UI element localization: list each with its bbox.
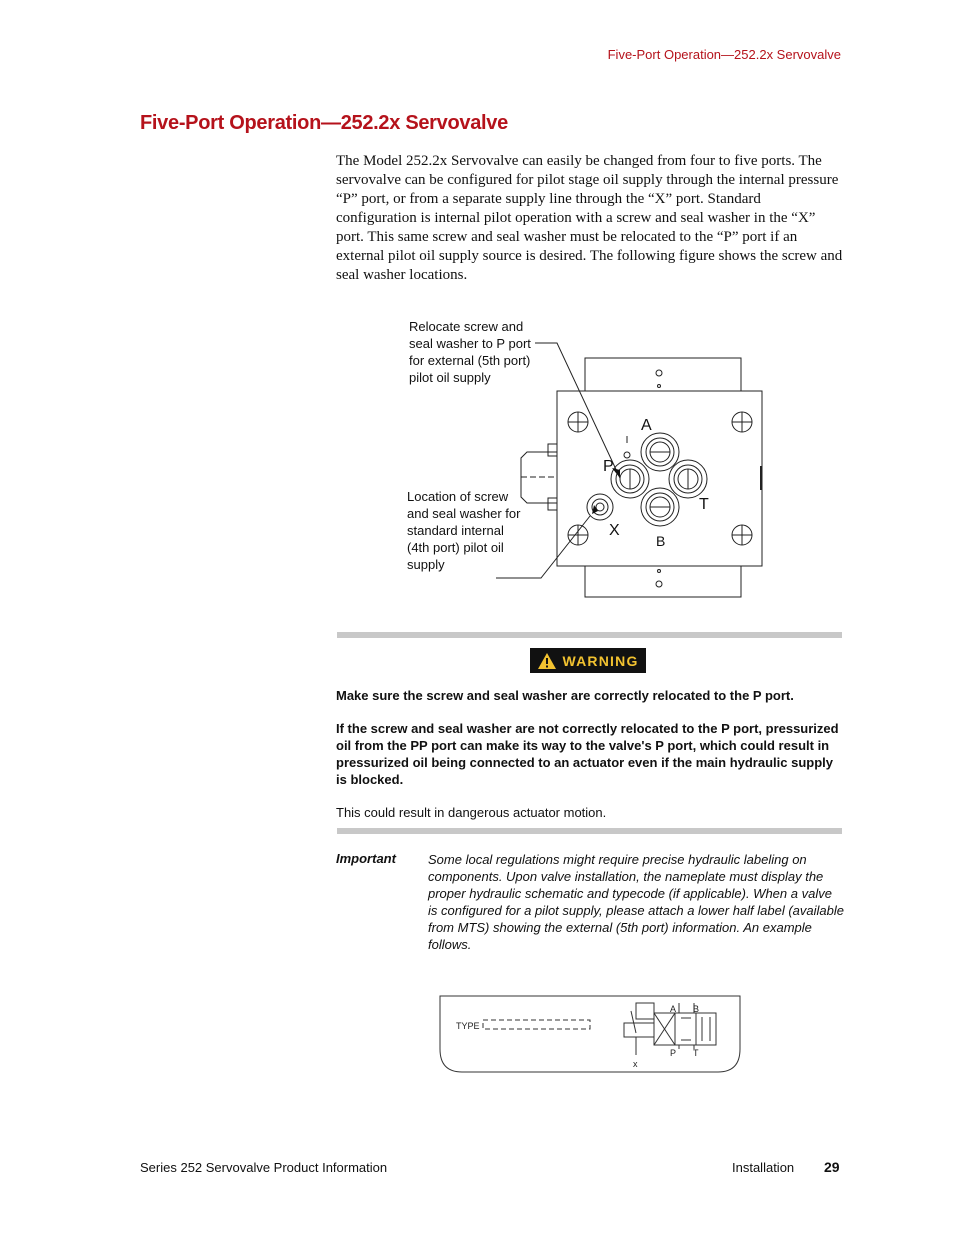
port-label-a: A	[641, 417, 652, 434]
warning-line-3: This could result in dangerous actuator motion.	[336, 805, 607, 820]
port-label-t: T	[699, 496, 709, 513]
port-label-x: X	[609, 522, 620, 539]
warning-line-2: If the screw and seal washer are not correctly relocated to the P port, pressurized oil from the PP port can make its way to the valve's P port, which could result in pressurized oil being connected to an actuator even if the main hydraulic supply is blocked.	[336, 721, 839, 787]
warning-top-rule	[337, 632, 842, 638]
nameplate-port-x: x	[633, 1059, 638, 1069]
important-label: Important	[336, 851, 396, 866]
page-number: 29	[824, 1159, 840, 1175]
intro-paragraph: The Model 252.2x Servovalve can easily be changed from four to five ports. The servovalve can be configured for pilot stage oil supply through the internal pressure “P” port, or from a separate supply line through the “X” port. Standard configuration is internal pilot operation with a screw and seal washer in the “X” port. This same screw and seal washer must be relocated to the “P” port if an external pilot oil supply source is desired. The following figure shows the screw and seal washer locations.	[336, 153, 843, 283]
warning-bottom-rule	[337, 828, 842, 834]
warning-label: WARNING	[562, 652, 639, 669]
section-title: Five-Port Operation—252.2x Servovalve	[140, 112, 508, 134]
nameplate-port-a: A	[670, 1004, 677, 1014]
nameplate-port-t: T	[693, 1048, 699, 1058]
nameplate-label-example	[436, 993, 746, 1077]
callout-standard-location: Location of screw and seal washer for standard internal (4th port) pilot oil supply	[407, 489, 521, 572]
nameplate-port-b: B	[693, 1004, 700, 1014]
warning-badge	[530, 648, 646, 673]
nameplate-port-p: P	[670, 1048, 677, 1058]
port-label-p: P	[603, 458, 614, 475]
important-text: Some local regulations might require precise hydraulic labeling on components. Upon valve installation, the nameplate must display the proper hydraulic schematic and typecode (if applicable). When a valve is configured for a pilot supply, please attach a lower half label (available from MTS) showing the external (5th port) information. An example follows.	[428, 852, 844, 952]
footer-section-name: Installation	[732, 1160, 795, 1175]
port-label-b: B	[656, 533, 666, 549]
running-header: Five-Port Operation—252.2x Servovalve	[607, 47, 841, 62]
warning-line-1: Make sure the screw and seal washer are correctly relocated to the P port.	[336, 688, 794, 703]
warning-triangle-icon	[537, 652, 557, 670]
callout-relocate-screw: Relocate screw and seal washer to P port for external (5th port) pilot oil supply	[409, 319, 531, 385]
footer-document-title: Series 252 Servovalve Product Information	[140, 1160, 388, 1175]
nameplate-type-label: TYPE	[456, 1021, 480, 1031]
